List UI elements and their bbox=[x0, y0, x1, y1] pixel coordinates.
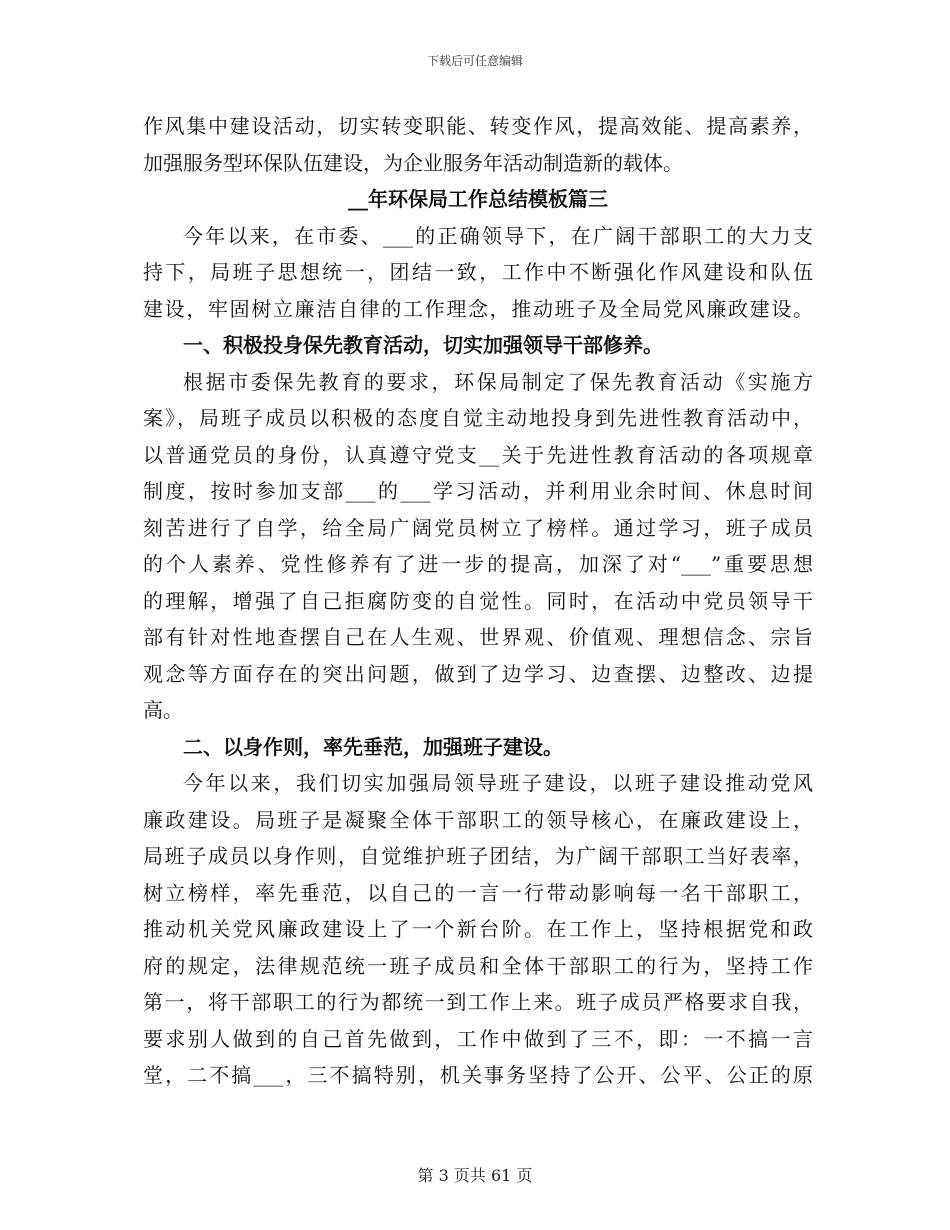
body-line: 作风集中建设活动，切实转变职能、转变作风，提高效能、提高素养， bbox=[143, 114, 813, 138]
body-line: 树立榜样，率先垂范，以自己的一言一行带动影响每一名干部职工， bbox=[143, 880, 813, 905]
body-line: 堂，二不搞___，三不搞特别，机关事务坚持了公开、公平、公正的原 bbox=[143, 1063, 813, 1087]
body-line: 第一，将干部职工的行为都统一到工作上来。班子成员严格要求自我， bbox=[143, 990, 813, 1014]
page-header: 下载后可任意编辑 bbox=[426, 54, 523, 68]
body-line: 今年以来，我们切实加强局领导班子建设，以班子建设推动党风 bbox=[183, 771, 813, 795]
body-line: 推动机关党风廉政建设上了一个新台阶。在工作上，坚持根据党和政 bbox=[143, 917, 813, 941]
body-line: 刻苦进行了自学，给全局广阔党员树立了榜样。通过学习，班子成员 bbox=[143, 515, 813, 540]
body-line: 部有针对性地查摆自己在人生观、世界观、价值观、理想信念、宗旨 bbox=[143, 625, 813, 649]
body-line: 以普通党员的身份，认真遵守党支__关于先进性教育活动的各项规章 bbox=[143, 442, 813, 467]
body-line: 要求别人做到的自己首先做到，工作中做到了三不，即：一不搞一言 bbox=[143, 1026, 813, 1051]
body-line: 今年以来，在市委、___的正确领导下，在广阔干部职工的大力支 bbox=[183, 223, 813, 248]
body-line: 局班子成员以身作则，自觉维护班子团结，为广阔干部职工当好表率， bbox=[143, 844, 813, 868]
document-body bbox=[143, 108, 813, 1094]
body-line: 高。 bbox=[143, 698, 183, 722]
body-line: 廉政建设。局班子是凝聚全体干部职工的领导核心，在廉政建设上， bbox=[143, 807, 813, 832]
body-line: 观念等方面存在的突出问题，做到了边学习、边查摆、边整改、边提 bbox=[143, 661, 813, 686]
body-line: 府的规定，法律规范统一班子成员和全体干部职工的行为，坚持工作 bbox=[143, 953, 813, 978]
body-line: 的理解，增强了自己拒腐防变的自觉性。同时，在活动中党员领导干 bbox=[143, 588, 813, 613]
body-line: 根据市委保先教育的要求，环保局制定了保先教育活动《实施方 bbox=[183, 369, 813, 394]
body-line: 建设，牢固树立廉洁自律的工作理念，推动班子及全局党风廉政建设。 bbox=[143, 296, 813, 321]
body-line: 加强服务型环保队伍建设，为企业服务年活动制造新的载体。 bbox=[143, 150, 683, 175]
page-number: 第 3 页共 61 页 bbox=[417, 1166, 533, 1185]
body-line: 持下，局班子思想统一，团结一致，工作中不断强化作风建设和队伍 bbox=[143, 260, 813, 284]
section-heading: 二、以身作则，率先垂范，加强班子建设。 bbox=[183, 734, 563, 759]
section-title: __年环保局工作总结模板篇三 bbox=[348, 187, 608, 211]
section-heading: 一、积极投身保先教育活动，切实加强领导干部修养。 bbox=[183, 333, 663, 357]
body-line: 案》，局班子成员以积极的态度自觉主动地投身到先进性教育活动中， bbox=[143, 406, 813, 430]
body-line: 制度，按时参加支部___的___学习活动，并利用业余时间、休息时间 bbox=[143, 479, 813, 503]
body-line: 的个人素养、党性修养有了进一步的提高，加深了对“___”重要思想 bbox=[143, 552, 813, 576]
